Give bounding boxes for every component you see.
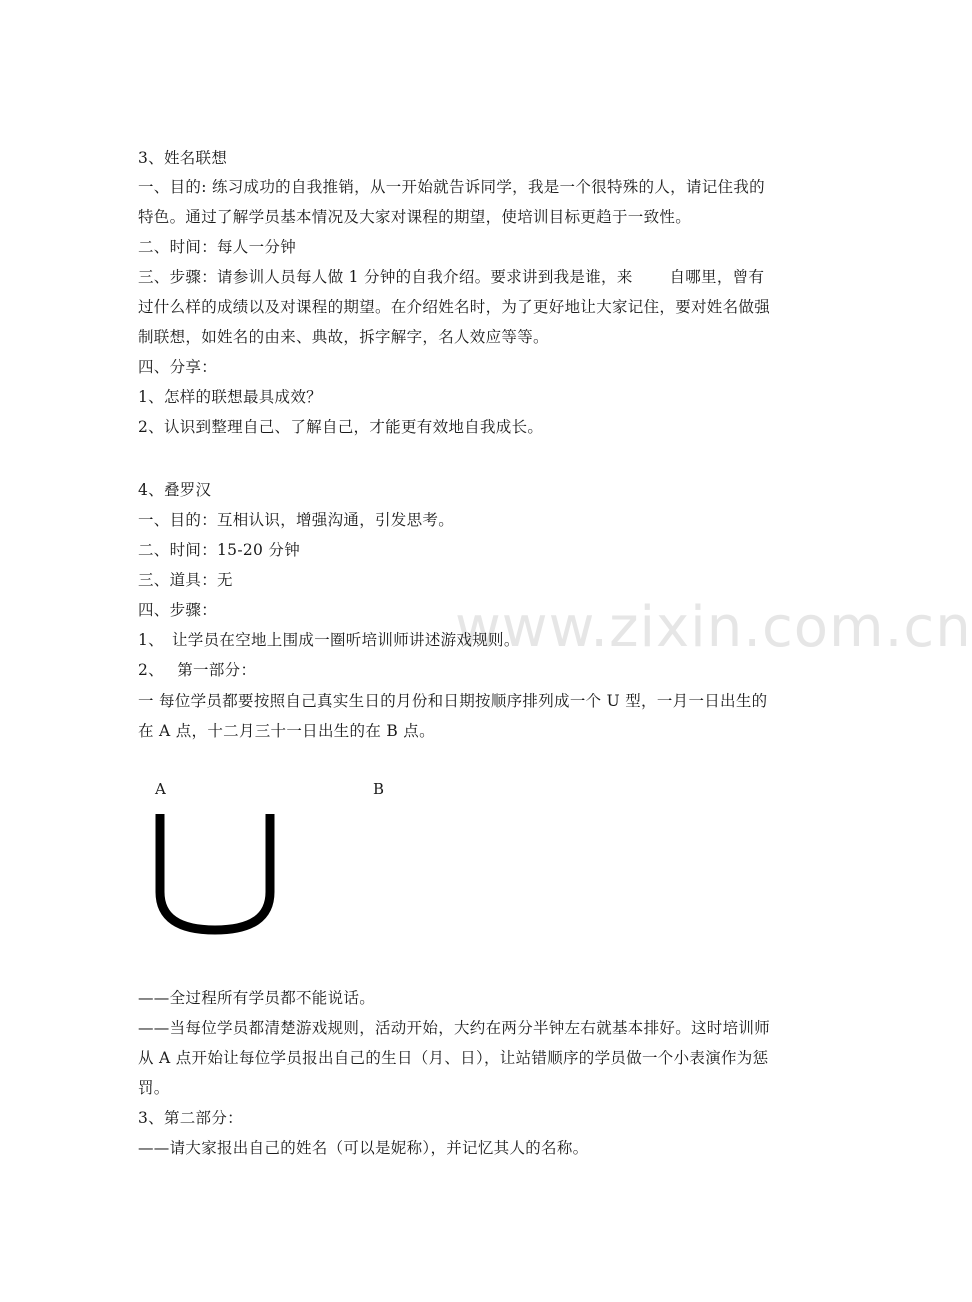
paragraph-line: 2、认识到整理自己、了解自己，才能更有效地自我成长。 (138, 418, 544, 436)
paragraph-line: 四、步骤： (138, 601, 218, 619)
paragraph-line: ——全过程所有学员都不能说话。 (138, 989, 376, 1007)
paragraph-line: 在 A 点，十二月三十一日出生的在 B 点。 (138, 722, 435, 740)
section-3-title: 3、姓名联想 (138, 149, 228, 167)
paragraph-line: ——请大家报出自己的姓名（可以是妮称），并记忆其人的名称。 (138, 1139, 589, 1157)
paragraph-line: ——当每位学员都清楚游戏规则，活动开始，大约在两分半钟左右就基本排好。这时培训师 (138, 1019, 771, 1037)
section-4-title: 4、叠罗汉 (138, 481, 212, 499)
paragraph-line: 三、步骤：请参训人员每人做 1 分钟的自我介绍。要求讲到我是谁，来 自哪里，曾有 (138, 268, 765, 286)
paragraph-line: 二、时间：15-20 分钟 (138, 541, 301, 559)
paragraph-line: 一 每位学员都要按照自己真实生日的月份和日期按顺序排列成一个 U 型，一月一日出生的 (138, 692, 768, 710)
watermark: www.zixin.com.cn (455, 595, 972, 660)
paragraph-line: 2、 第一部分： (138, 661, 257, 679)
paragraph-line: 二、时间：每人一分钟 (138, 238, 297, 256)
paragraph-line: 1、 让学员在空地上围成一圈听培训师讲述游戏规则。 (138, 631, 520, 649)
diagram-label-b: B (373, 780, 385, 798)
paragraph-line: 1、怎样的联想最具成效？ (138, 388, 322, 406)
paragraph-line: 3、第二部分： (138, 1109, 243, 1127)
u-shape-line (160, 814, 270, 930)
paragraph-line: 一、目的: 练习成功的自我推销，从一开始就告诉同学，我是一个很特殊的人，请记住我的 (138, 178, 765, 196)
paragraph-line: 三、道具：无 (138, 571, 233, 589)
diagram-label-a: A (155, 780, 166, 798)
paragraph-line: 四、分享： (138, 358, 218, 376)
u-shape-diagram (150, 812, 280, 940)
paragraph-line: 罚。 (138, 1079, 170, 1097)
paragraph-line: 特色。通过了解学员基本情况及大家对课程的期望，使培训目标更趋于一致性。 (138, 208, 692, 226)
paragraph-line: 一、目的：互相认识，增强沟通，引发思考。 (138, 511, 455, 529)
paragraph-line: 从 A 点开始让每位学员报出自己的生日（月、日），让站错顺序的学员做一个小表演作为惩 (138, 1049, 769, 1067)
paragraph-line: 过什么样的成绩以及对课程的期望。在介绍姓名时，为了更好地让大家记住，要对姓名做强 (138, 298, 771, 316)
paragraph-line: 制联想，如姓名的由来、典故，拆字解字，名人效应等等。 (138, 328, 549, 346)
